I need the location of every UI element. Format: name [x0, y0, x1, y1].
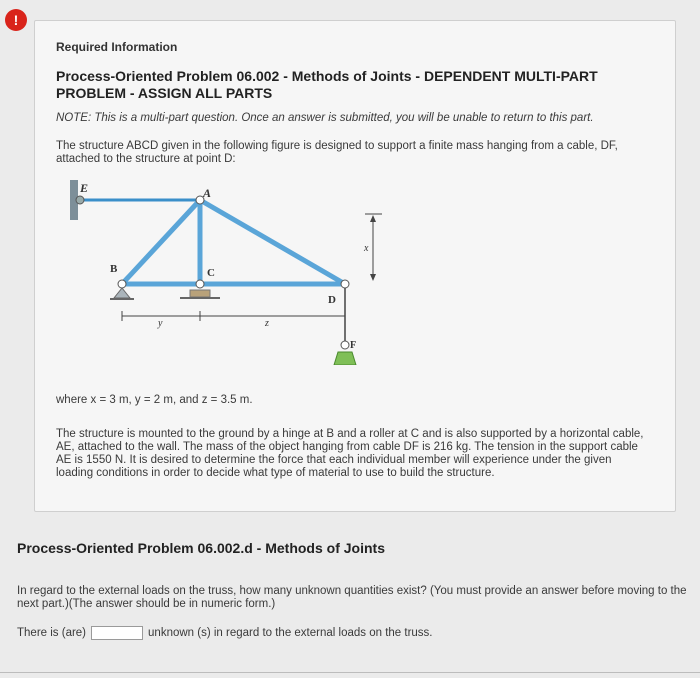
joint-d [341, 280, 349, 288]
label-c: C [207, 267, 215, 279]
note-text: NOTE: This is a multi-part question. Once an answer is submitted, you will be unable to return to this part. [56, 112, 594, 124]
roller-support-c [190, 290, 210, 297]
wall-pin [76, 196, 84, 204]
answer-input[interactable] [91, 626, 143, 640]
answer-suffix: unknown (s) in regard to the external loads on the truss. [148, 627, 433, 639]
label-y: y [158, 318, 163, 329]
label-b: B [110, 263, 118, 275]
hanging-mass [334, 352, 356, 365]
joint-f [341, 341, 349, 349]
label-x: x [364, 243, 369, 254]
member-ad [200, 200, 345, 284]
joint-b [118, 280, 126, 288]
joint-c [196, 280, 204, 288]
given-values: where x = 3 m, y = 2 m, and z = 3.5 m. [56, 394, 253, 406]
part-question: In regard to the external loads on the truss, how many unknown quantities exist? (You must provide an answer before moving to the next part.)(The answer should be in numeric form.) [17, 585, 687, 610]
answer-row [17, 626, 433, 640]
truss-figure [70, 180, 390, 370]
required-info-heading: Required Information [56, 40, 178, 54]
problem-title: Process-Oriented Problem 06.002 - Methods of Joints - DEPENDENT MULTI-PART PROBLEM - ASSIGN ALL PARTS [56, 68, 598, 101]
label-e: E [80, 181, 89, 195]
label-a: A [203, 186, 212, 200]
description-text: The structure ABCD given in the following figure is designed to support a finite mass hanging from a cable, DF, attached to the structure at point D: [56, 140, 618, 165]
member-ab [122, 200, 200, 284]
alert-icon: ! [5, 9, 27, 31]
hinge-support-b [114, 288, 130, 298]
label-z: z [265, 318, 269, 329]
label-d: D [328, 294, 336, 306]
problem-body-text: The structure is mounted to the ground by a hinge at B and a roller at C and is also supported by a horizontal cable, AE, attached to the wall. The mass of the object hanging from cable DF is 216 kg. The tension in the support cable AE is 1550 N. It is desired to determine the force that each individual member will experience under the given loading conditions in order to decide what type of material to use to build the structure. [56, 428, 644, 479]
label-f: F [350, 340, 357, 351]
divider [0, 672, 700, 673]
answer-prefix: There is (are) [17, 627, 87, 639]
part-title: Process-Oriented Problem 06.002.d - Methods of Joints [17, 540, 385, 556]
